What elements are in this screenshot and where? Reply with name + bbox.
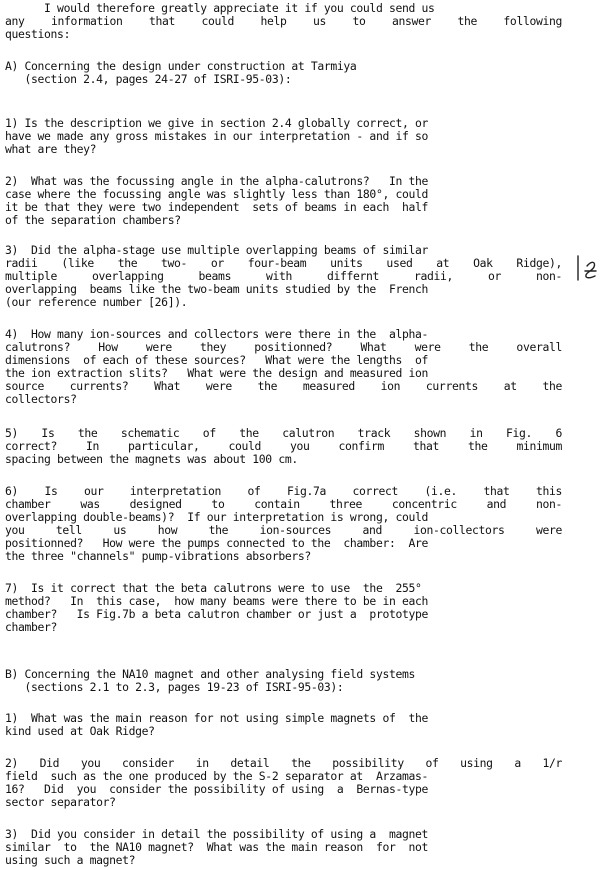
text-line: I would therefore greatly appreciate it if you could send us: [5, 1, 435, 15]
text-line: 16? Did you consider the possibility of using a Bernas-type: [5, 782, 429, 796]
handwritten-margin-annotation: [574, 242, 600, 290]
text-line: have we made any gross mistakes in our interpretation - and if so: [5, 129, 429, 143]
text-line: multiple overlapping beams with differnt radii, or non-: [5, 269, 562, 283]
text-line: A) Concerning the design under construction at Tarmiya: [5, 59, 357, 73]
text-line: dimensions of each of these sources? What were the lengths of: [5, 353, 429, 367]
text-line: 6) Is our interpretation of Fig.7a correct (i.e. that this: [5, 484, 562, 498]
text-line: correct? In particular, could you confirm that the minimum: [5, 439, 562, 453]
text-line: chamber? Is Fig.7b a beta calutron chamber or just a prototype: [5, 607, 429, 621]
text-line: field such as the one produced by the S-2 separator at Arzamas-: [5, 769, 429, 783]
text-line: kind used at Oak Ridge?: [5, 724, 155, 738]
text-line: chamber was designed to contain three concentric and non-: [5, 497, 562, 511]
text-line: method? In this case, how many beams were there to be in each: [5, 594, 429, 608]
text-line: case where the focussing angle was slightly less than 180°, could: [5, 187, 429, 201]
text-line: you tell us how the ion-sources and ion-collectors were: [5, 523, 562, 537]
text-line: 2) What was the focussing angle in the alpha-calutrons? In the: [5, 174, 429, 188]
text-line: the three "channels" pump-vibrations absorbers?: [5, 549, 311, 563]
text-line: source currents? What were the measured ion currents at the: [5, 379, 562, 393]
text-line: collectors?: [5, 392, 77, 406]
text-line: (sections 2.1 to 2.3, pages 19-23 of ISRI-95-03):: [5, 680, 344, 694]
text-line: overlapping beams like the two-beam units studied by the French: [5, 282, 429, 296]
text-line: the ion extraction slits? What were the design and measured ion: [5, 366, 429, 380]
text-line: of the separation chambers?: [5, 213, 181, 227]
text-line: similar to the NA10 magnet? What was the main reason for not: [5, 840, 429, 854]
text-line: 4) How many ion-sources and collectors were there in the alpha-: [5, 327, 429, 341]
text-line: any information that could help us to answer the following: [5, 14, 562, 28]
text-line: radii (like the two- or four-beam units used at Oak Ridge),: [5, 256, 562, 270]
text-line: spacing between the magnets was about 100 cm.: [5, 452, 298, 466]
text-line: B) Concerning the NA10 magnet and other analysing field systems: [5, 667, 415, 681]
text-line: questions:: [5, 27, 71, 41]
text-line: 3) Did you consider in detail the possibility of using a magnet: [5, 827, 429, 841]
text-line: (section 2.4, pages 24-27 of ISRI-95-03):: [5, 72, 292, 86]
text-line: 5) Is the schematic of the calutron track shown in Fig. 6: [5, 426, 562, 440]
text-line: what are they?: [5, 142, 97, 156]
text-line: calutrons? How were they positionned? What were the overall: [5, 340, 562, 354]
text-line: it be that they were two independent sets of beams in each half: [5, 200, 429, 214]
text-line: 1) What was the main reason for not using simple magnets of the: [5, 711, 429, 725]
text-line: positionned? How were the pumps connected to the chamber: Are: [5, 536, 429, 550]
text-line: 2) Did you consider in detail the possibility of using a 1/r: [5, 756, 562, 770]
text-line: using such a magnet?: [5, 853, 136, 867]
text-line: 3) Did the alpha-stage use multiple overlapping beams of similar: [5, 243, 429, 257]
text-line: 1) Is the description we give in section 2.4 globally correct, or: [5, 116, 429, 130]
text-line: (our reference number [26]).: [5, 295, 188, 309]
text-line: chamber?: [5, 620, 58, 634]
text-line: 7) Is it correct that the beta calutrons were to use the 255°: [5, 581, 422, 595]
text-line: sector separator?: [5, 795, 116, 809]
text-line: overlapping double-beams)? If our interpretation is wrong, could: [5, 510, 429, 524]
